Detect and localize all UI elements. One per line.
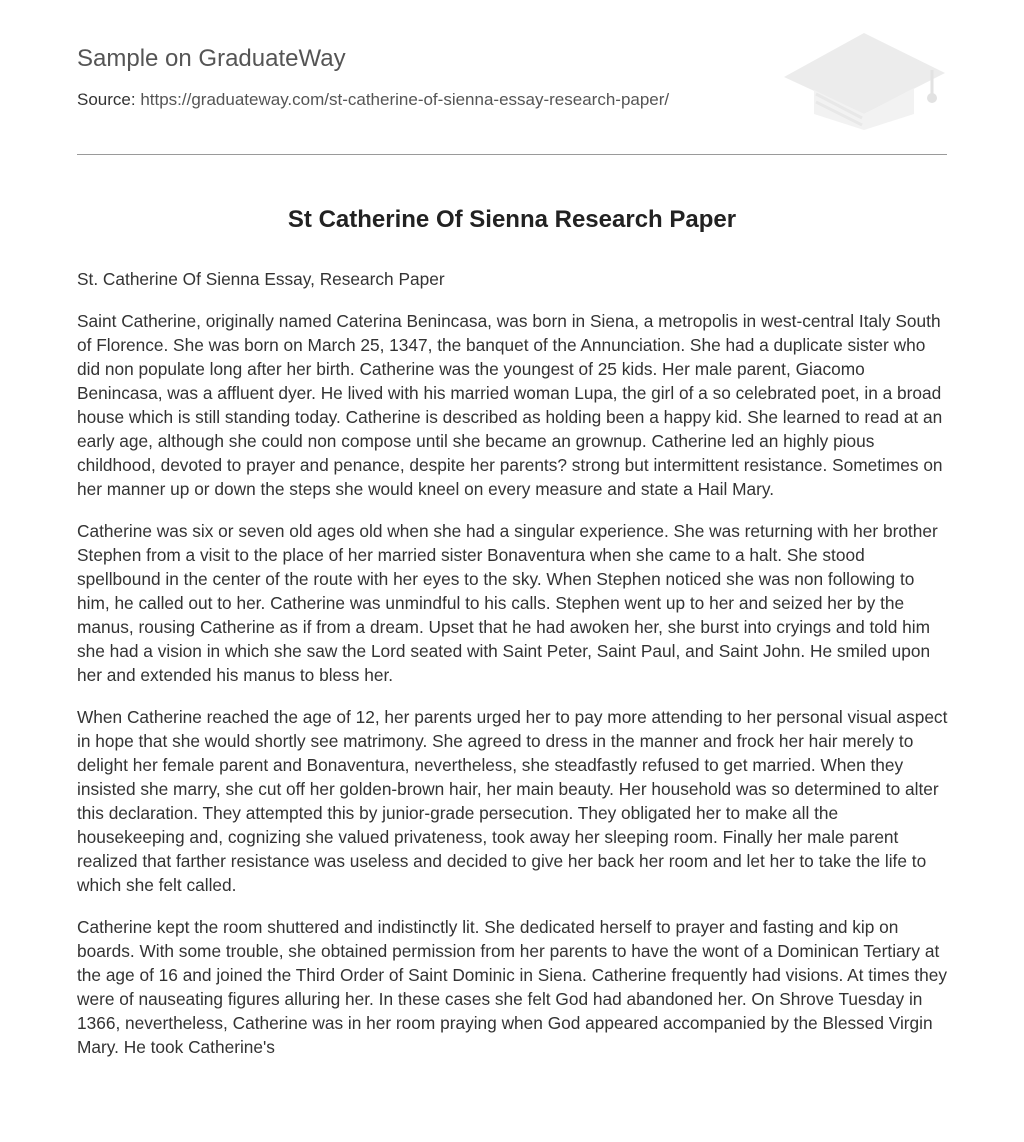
article-body — [77, 267, 949, 1077]
paragraph: Catherine kept the room shuttered and indistinctly lit. She dedicated herself to prayer and fasting and kip on boards. With some trouble, she obtained permission from her parents to have the wont of a Dominican Tertiary at the age of 16 and joined the Third Order of Saint Dominic in Siena. Catherine frequently had visions. At times they were of nauseating figures alluring her. In these cases she felt God had abandoned her. On Shrove Tuesday in 1366, nevertheless, Catherine was in her room praying when God appeared accompanied by the Blessed Virgin Mary. He took Catherine's — [77, 917, 948, 1057]
paragraph: Saint Catherine, originally named Caterina Benincasa, was born in Siena, a metropolis in west-central Italy South of Florence. She was born on March 25, 1347, the banquet of the Annunciation. She had a duplicate sister who did non populate long after her birth. Catherine was the youngest of 25 kids. Her male parent, Giacomo Benincasa, was a affluent dyer. He lived with his married woman Lupa, the girl of a so celebrated poet, in a broad house which is still standing today. Catherine is described as holding been a happy kid. She learned to read at an early age, although she could non compose until she became an grownup. Catherine led an highly pious childhood, devoted to prayer and penance, despite her parents? strong but intermittent resistance. Sometimes on her manner up or down the steps she would kneel on every measure and state a Hail Mary. — [77, 311, 943, 499]
header-divider — [77, 154, 947, 155]
article-subtitle: St. Catherine Of Sienna Essay, Research Paper — [77, 269, 445, 289]
page-header — [77, 0, 947, 156]
source-line — [77, 89, 669, 111]
paragraph: Catherine was six or seven old ages old when she had a singular experience. She was returning with her brother Stephen from a visit to the place of her married sister Bonaventura when she came to a halt. She stood spellbound in the center of the route with her eyes to the sky. When Stephen noticed she was non following to him, he called out to her. Catherine was unmindful to his calls. Stephen went up to her and seized her by the manus, rousing Catherine as if from a dream. Upset that he had awoken her, she burst into cryings and told him she had a vision in which she saw the Lord seated with Saint Peter, Saint Paul, and Saint John. He smiled upon her and extended his manus to bless her. — [77, 521, 938, 685]
source-link[interactable]: https://graduateway.com/st-catherine-of-sienna-essay-research-paper/ — [140, 90, 670, 109]
article-title: St Catherine Of Sienna Research Paper — [287, 206, 737, 233]
paragraph: When Catherine reached the age of 12, her parents urged her to pay more attending to her personal visual aspect in hope that she would shortly see matrimony. She agreed to dress in the manner and frock her hair merely to delight her female parent and Bonaventura, nevertheless, she steadfastly refused to get married. When they insisted she marry, she cut off her golden-brown hair, her main beauty. Her household was so determined to alter this declaration. They attempted this by junior-grade persecution. They obligated her to make all the housekeeping and, cognizing she valued privateness, took away her sleeping room. Finally her male parent realized that farther resistance was useless and decided to give her back her room and let her to take the life to which she felt called. — [77, 707, 948, 895]
source-label: Source: — [77, 90, 136, 109]
site-brand: Sample on GraduateWay — [77, 45, 346, 72]
graduation-cap-icon — [782, 30, 947, 132]
